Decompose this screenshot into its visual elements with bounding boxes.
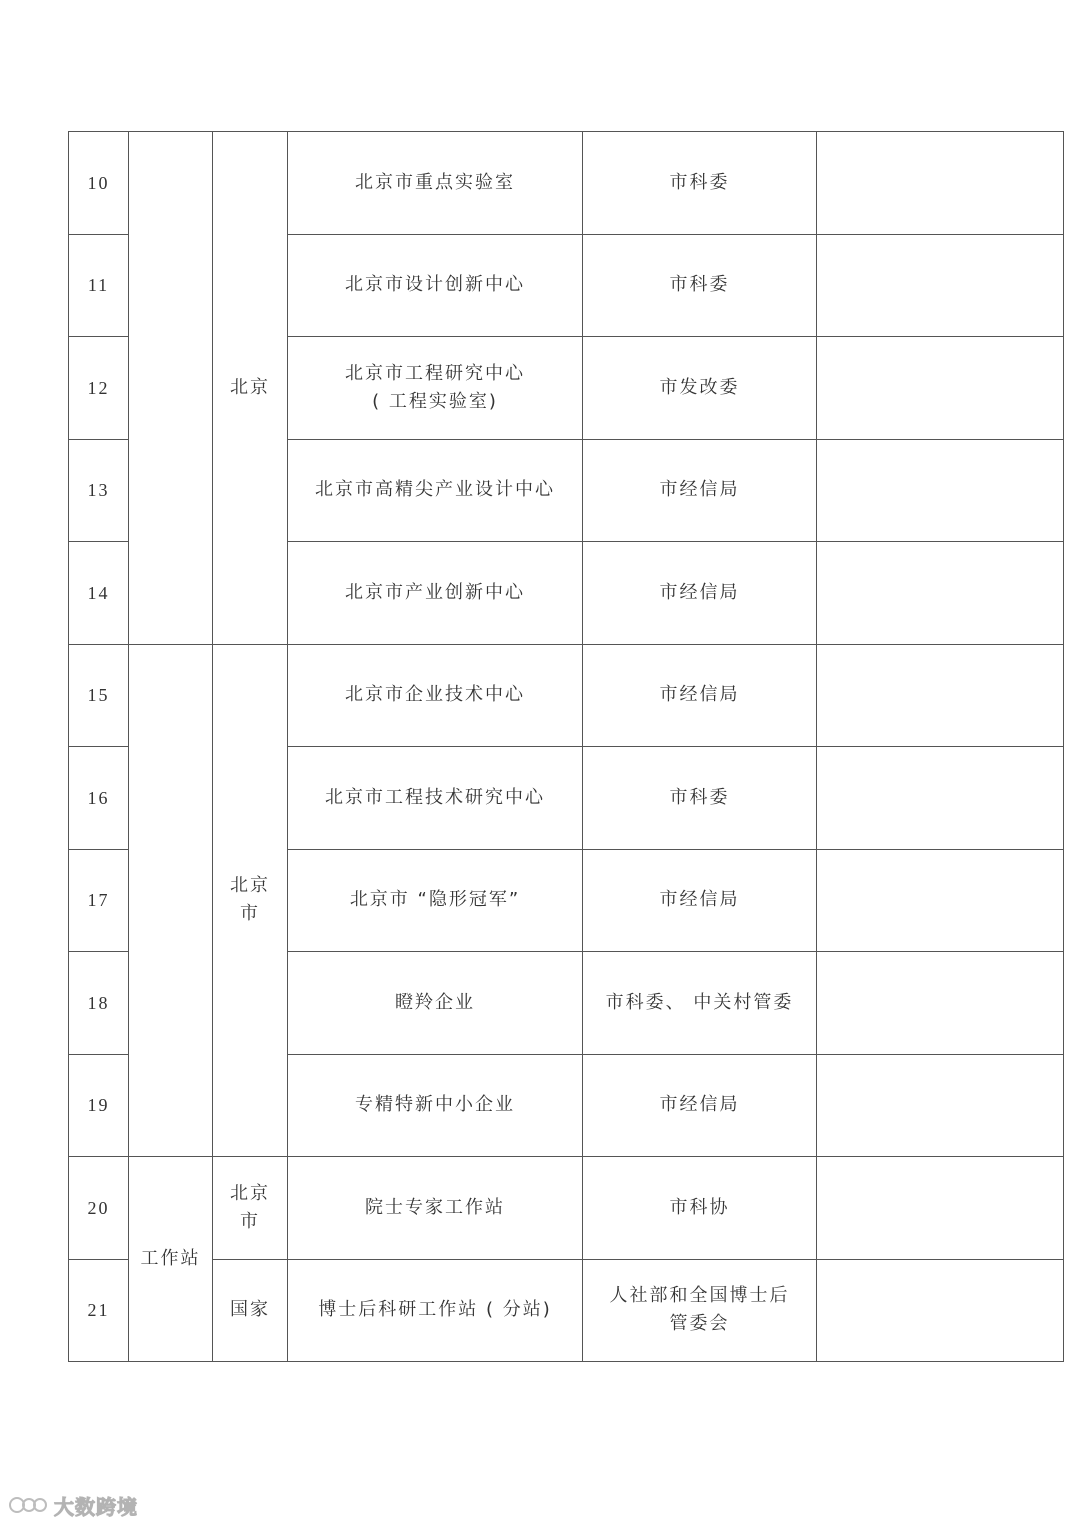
platform-name <box>288 337 583 440</box>
department <box>583 1259 817 1362</box>
platform-name: 瞪羚企业 <box>288 952 583 1055</box>
row-number: 18 <box>69 952 129 1055</box>
row-number: 14 <box>69 542 129 645</box>
watermark <box>8 1490 138 1520</box>
table-row <box>69 132 1064 235</box>
row-number: 12 <box>69 337 129 440</box>
level-line1: 北京 <box>230 875 270 897</box>
department: 市科委、 中关村管委 <box>583 952 817 1055</box>
level-line2: 市 <box>240 903 260 925</box>
watermark-text: 大数跨境 <box>54 1494 138 1519</box>
note-cell <box>817 1157 1064 1260</box>
note-cell <box>817 1054 1064 1157</box>
category-cell <box>129 132 213 645</box>
watermark-logo-icon <box>8 1493 48 1517</box>
department-line2: 管委会 <box>669 1313 730 1335</box>
note-cell <box>817 337 1064 440</box>
department: 市科协 <box>583 1157 817 1260</box>
note-cell <box>817 439 1064 542</box>
row-number: 15 <box>69 644 129 747</box>
platform-name-line1: 北京市工程研究中心 <box>345 362 525 384</box>
platform-name-line2: ( 工程实验室) <box>372 390 498 412</box>
department: 市经信局 <box>583 439 817 542</box>
note-cell <box>817 849 1064 952</box>
document-table <box>68 131 1064 1362</box>
platform-name: 北京市重点实验室 <box>288 132 583 235</box>
note-cell <box>817 132 1064 235</box>
category-cell: 工作站 <box>129 1157 213 1362</box>
note-cell <box>817 952 1064 1055</box>
platform-name: 专精特新中小企业 <box>288 1054 583 1157</box>
level-line1: 北京 <box>230 1182 270 1204</box>
department: 市发改委 <box>583 337 817 440</box>
level-cell: 国家 <box>213 1259 288 1362</box>
department: 市科委 <box>583 747 817 850</box>
category-cell <box>129 644 213 1157</box>
platform-name: 北京市产业创新中心 <box>288 542 583 645</box>
platform-name: 北京市工程技术研究中心 <box>288 747 583 850</box>
note-cell <box>817 234 1064 337</box>
level-cell: 北京 <box>213 132 288 645</box>
platform-name: 院士专家工作站 <box>288 1157 583 1260</box>
row-number: 13 <box>69 439 129 542</box>
platform-name: 博士后科研工作站 ( 分站) <box>288 1259 583 1362</box>
row-number: 17 <box>69 849 129 952</box>
department-line1: 人社部和全国博士后 <box>609 1285 790 1307</box>
level-line2: 市 <box>240 1210 260 1232</box>
platform-name: 北京市设计创新中心 <box>288 234 583 337</box>
platform-name: 北京市企业技术中心 <box>288 644 583 747</box>
department: 市经信局 <box>583 1054 817 1157</box>
note-cell <box>817 542 1064 645</box>
row-number: 16 <box>69 747 129 850</box>
note-cell <box>817 1259 1064 1362</box>
level-cell <box>213 644 288 1157</box>
note-cell <box>817 747 1064 850</box>
note-cell <box>817 644 1064 747</box>
platform-name: 北京市高精尖产业设计中心 <box>288 439 583 542</box>
department: 市经信局 <box>583 849 817 952</box>
department: 市经信局 <box>583 644 817 747</box>
row-number: 20 <box>69 1157 129 1260</box>
row-number: 10 <box>69 132 129 235</box>
department: 市科委 <box>583 132 817 235</box>
platform-name: 北京市 “隐形冠军” <box>288 849 583 952</box>
table-row <box>69 644 1064 747</box>
row-number: 11 <box>69 234 129 337</box>
row-number: 21 <box>69 1259 129 1362</box>
level-cell <box>213 1157 288 1260</box>
department: 市经信局 <box>583 542 817 645</box>
row-number: 19 <box>69 1054 129 1157</box>
table-row <box>69 1259 1064 1362</box>
department: 市科委 <box>583 234 817 337</box>
table-row <box>69 1157 1064 1260</box>
